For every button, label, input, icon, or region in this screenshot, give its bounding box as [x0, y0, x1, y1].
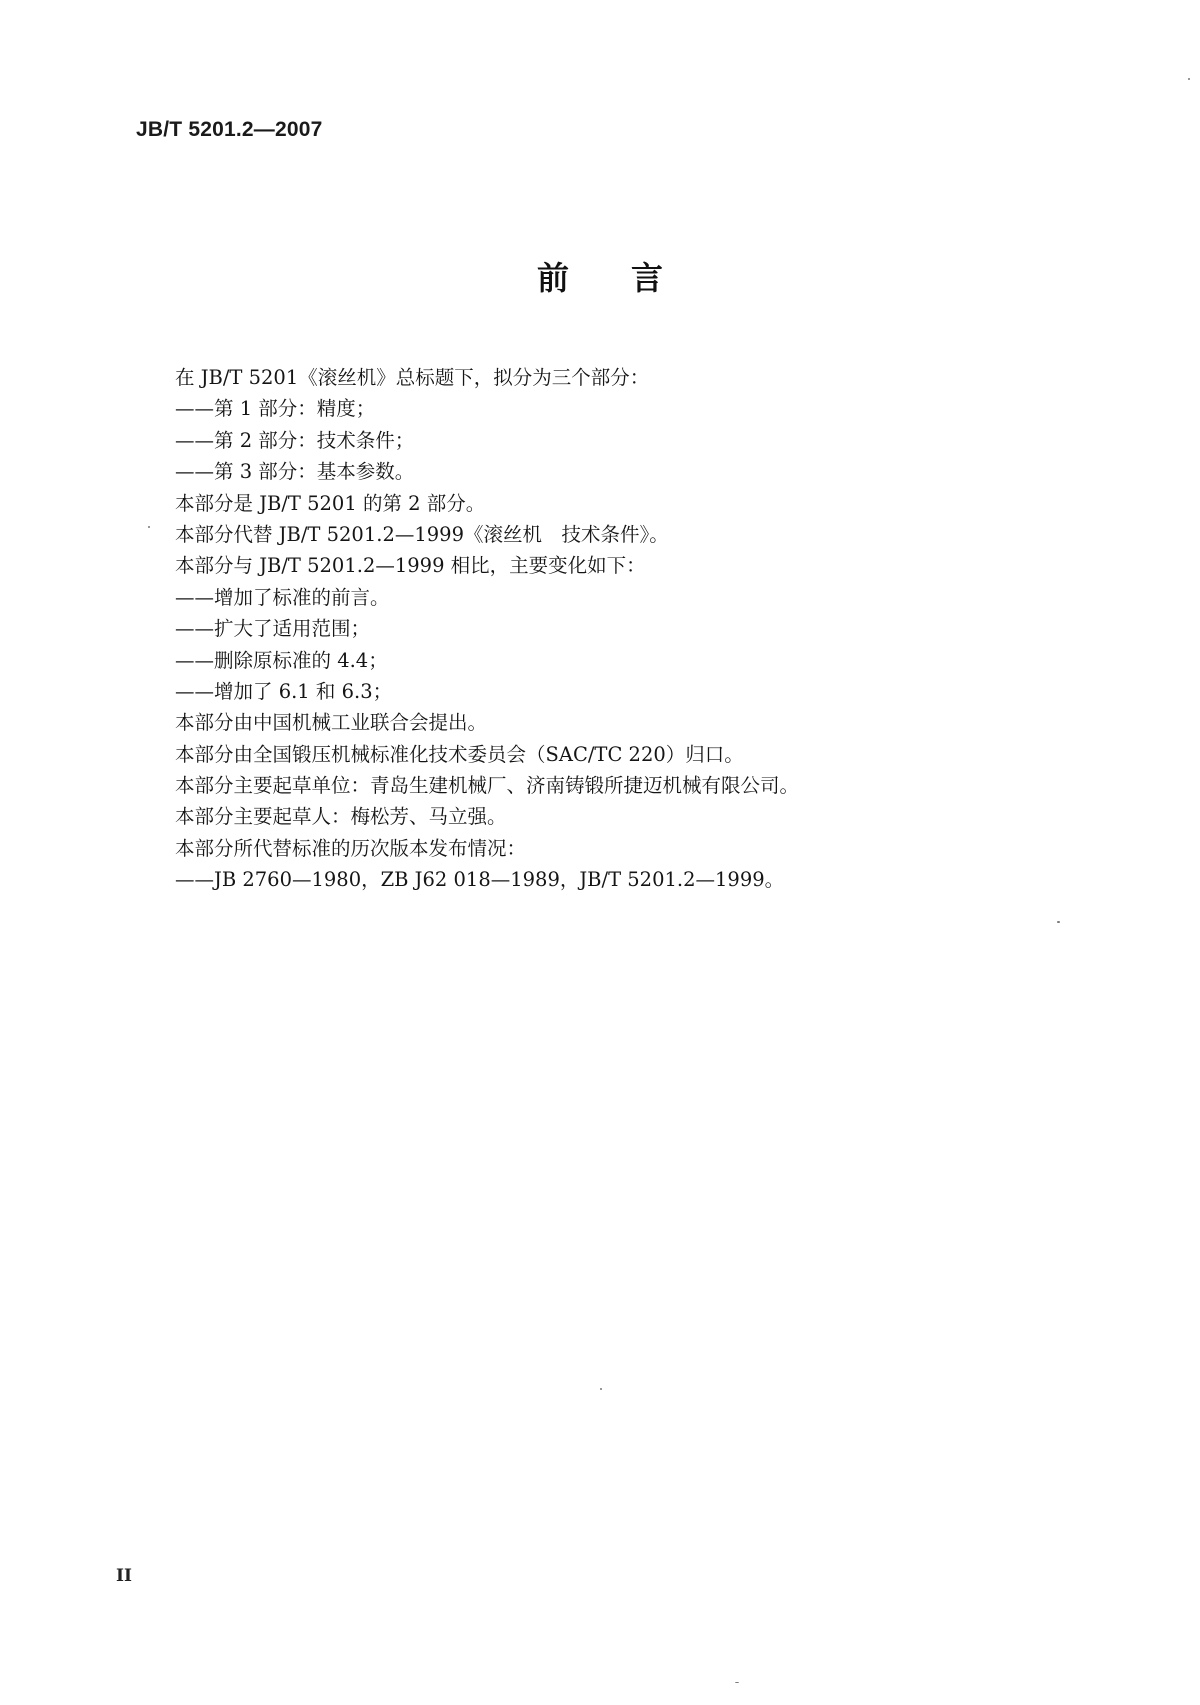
body-line-history-intro: 本部分所代替标准的历次版本发布情况：: [175, 836, 527, 860]
body-line-part-statement: 本部分是 JB/T 5201 的第 2 部分。: [175, 491, 486, 515]
part-list-item-3: ——第 3 部分：基本参数。: [175, 460, 415, 484]
body-line-proposed-by: 本部分由中国机械工业联合会提出。: [175, 711, 488, 735]
scan-speck: [600, 1388, 602, 1390]
body-line-centralized-by: 本部分由全国锻压机械标准化技术委员会（SAC/TC 220）归口。: [175, 742, 744, 766]
page-number: II: [116, 1566, 132, 1586]
scan-speck: [1188, 78, 1190, 80]
page-title: [0, 253, 1200, 299]
history-list-item: ——JB 2760—1980，ZB J62 018—1989，JB/T 5201.2—1999。: [175, 868, 785, 892]
part-list-item-2: ——第 2 部分：技术条件；: [175, 428, 415, 452]
foreword-body: [175, 362, 1075, 896]
scan-speck: [148, 526, 150, 528]
standard-code-header: JB/T 5201.2—2007: [136, 118, 323, 141]
scan-speck: [735, 1682, 739, 1683]
change-list-item-2: ——扩大了适用范围；: [175, 617, 371, 641]
change-list-item-4: ——增加了 6.1 和 6.3；: [175, 679, 393, 703]
title-char-2: 言: [631, 259, 664, 297]
body-line-1: 在 JB/T 5201《滚丝机》总标题下，拟分为三个部分：: [175, 366, 650, 389]
scan-speck: [1057, 921, 1060, 923]
change-list-item-3: ——删除原标准的 4.4；: [175, 648, 388, 672]
body-line-replaces: 本部分代替 JB/T 5201.2—1999《滚丝机 技术条件》。: [175, 522, 669, 546]
change-list-item-1: ——增加了标准的前言。: [175, 585, 390, 609]
body-line-drafting-units: 本部分主要起草单位：青岛生建机械厂、济南铸锻所捷迈机械有限公司。: [175, 774, 800, 798]
body-line-changes-intro: 本部分与 JB/T 5201.2—1999 相比，主要变化如下：: [175, 554, 646, 578]
part-list-item-1: ——第 1 部分：精度；: [175, 397, 376, 421]
body-line-drafters: 本部分主要起草人：梅松芳、马立强。: [175, 805, 507, 829]
title-char-1: 前: [536, 259, 569, 297]
